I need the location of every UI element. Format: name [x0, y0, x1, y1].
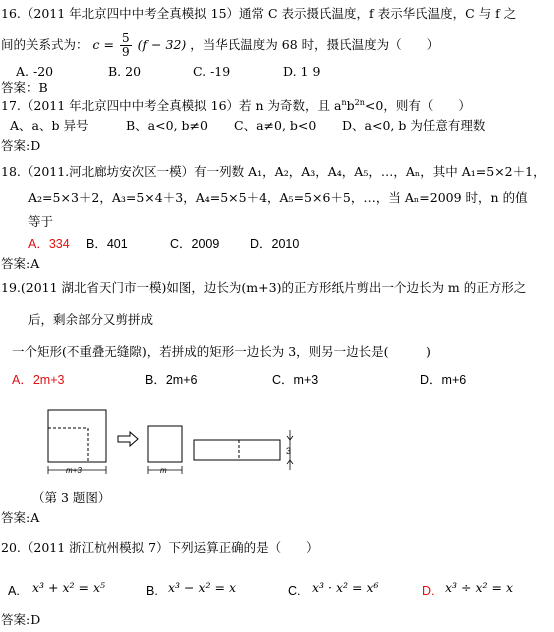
fig-label-3: 3 — [286, 446, 292, 456]
q20-expr-c: x³ · x² = x⁶ — [312, 580, 379, 595]
q19-option-d: D．m+6 — [420, 373, 467, 387]
q16-formula-c: c = — [92, 37, 114, 52]
q16-formula-rest: (f − 32) — [137, 37, 187, 52]
q16-frac-den: 9 — [121, 45, 130, 59]
q19-option-c: C．m+3 — [272, 373, 319, 387]
q19-line2: 后，剩余部分又剪拼成 — [28, 312, 154, 327]
result-rectangle — [194, 440, 280, 460]
q16-line2 — [1, 32, 439, 59]
q16-option-b: B. 20 — [108, 64, 142, 79]
q16-frac-num: 5 — [121, 31, 130, 45]
fig-label-m3: m+3 — [66, 466, 82, 475]
q17-sup1: n — [341, 97, 347, 107]
q19-line3: 一个矩形(不重叠无缝隙)，若拼成的矩形一边长为 3，则另一边长是( ) — [12, 344, 431, 359]
q16-prefix: 间的关系式为： — [1, 37, 89, 52]
q16-option-a: A. -20 — [16, 64, 54, 79]
q19-figure — [0, 400, 320, 490]
q20-option-d: D. — [422, 584, 435, 598]
q17-mid: b — [346, 98, 355, 113]
q18-option-c: C．2009 — [170, 237, 220, 251]
q19-line1: 19.(2011 湖北省天门市一模)如图，边长为(m+3)的正方形纸片剪出一个边长为 m 的正方形之 — [1, 280, 527, 295]
q20-expr-b: x³ − x² = x — [168, 580, 237, 595]
q17-option-d: D、a<0, b 为任意有理数 — [342, 118, 486, 133]
q17-option-c: C、a≠0, b<0 — [234, 118, 317, 133]
small-square — [148, 426, 182, 462]
q20-expr-d: x³ ÷ x² = x — [445, 580, 514, 595]
q20-line1: 20.（2011 浙江杭州模拟 7）下列运算正确的是（ ） — [1, 540, 319, 555]
q16-line1: 16.（2011 年北京四中中考全真模拟 15）通常 C 表示摄氏温度，f 表示华氏温度，C 与 f 之 — [1, 6, 517, 21]
q18-option-d: D．2010 — [250, 237, 300, 251]
q19-option-b: B．2m+6 — [145, 373, 198, 387]
q20-answer: 答案:D — [1, 612, 41, 627]
q20-option-c: C. — [288, 584, 301, 598]
arrow-icon — [118, 432, 138, 446]
q17-option-b: B、a<0, b≠0 — [126, 118, 208, 133]
q19-answer: 答案:A — [1, 510, 40, 525]
fig-label-m: m — [160, 466, 167, 475]
q16-suffix: ，当华氏温度为 68 时，摄氏温度为（ ） — [190, 37, 440, 52]
q20-option-b: B. — [146, 584, 158, 598]
q19-caption: （第 3 题图） — [32, 490, 111, 505]
inner-dashed-square — [48, 428, 88, 462]
q17-line1 — [1, 98, 471, 114]
q18-option-a: A．334 — [28, 237, 70, 251]
q18-line3: 等于 — [28, 214, 54, 229]
q18-answer: 答案:A — [1, 256, 40, 271]
q17-answer: 答案:D — [1, 138, 41, 153]
q18-line1: 18.（2011.河北廊坊安次区一模）有一列数 A₁，A₂，A₃，A₄，A₅，…，Aₙ，其中 A₁=5×2＋1， — [1, 164, 546, 179]
q16-option-d: D. 1 9 — [283, 64, 321, 79]
q19-option-a: A．2m+3 — [12, 373, 65, 387]
big-square — [48, 410, 106, 462]
q17-option-a: A、a、b 异号 — [10, 118, 89, 133]
q17-sup2: 2n — [354, 97, 365, 107]
q17-line1b: <0，则有（ ） — [364, 98, 471, 113]
q16-option-c: C. -19 — [193, 64, 231, 79]
q20-expr-a: x³ + x² = x⁵ — [32, 580, 106, 595]
q18-option-b: B．401 — [86, 237, 128, 251]
q16-fraction — [120, 32, 132, 59]
q18-line2: A₂=5×3＋2，A₃=5×4＋3，A₄=5×5＋4，A₅=5×6＋5，…，当 Aₙ=2009 时，n 的值 — [28, 190, 528, 205]
q17-line1a: 17.（2011 年北京四中中考全真模拟 16）若 n 为奇数，且 a — [1, 98, 342, 113]
q16-answer: 答案：B — [1, 80, 48, 95]
q20-option-a: A. — [8, 584, 20, 598]
